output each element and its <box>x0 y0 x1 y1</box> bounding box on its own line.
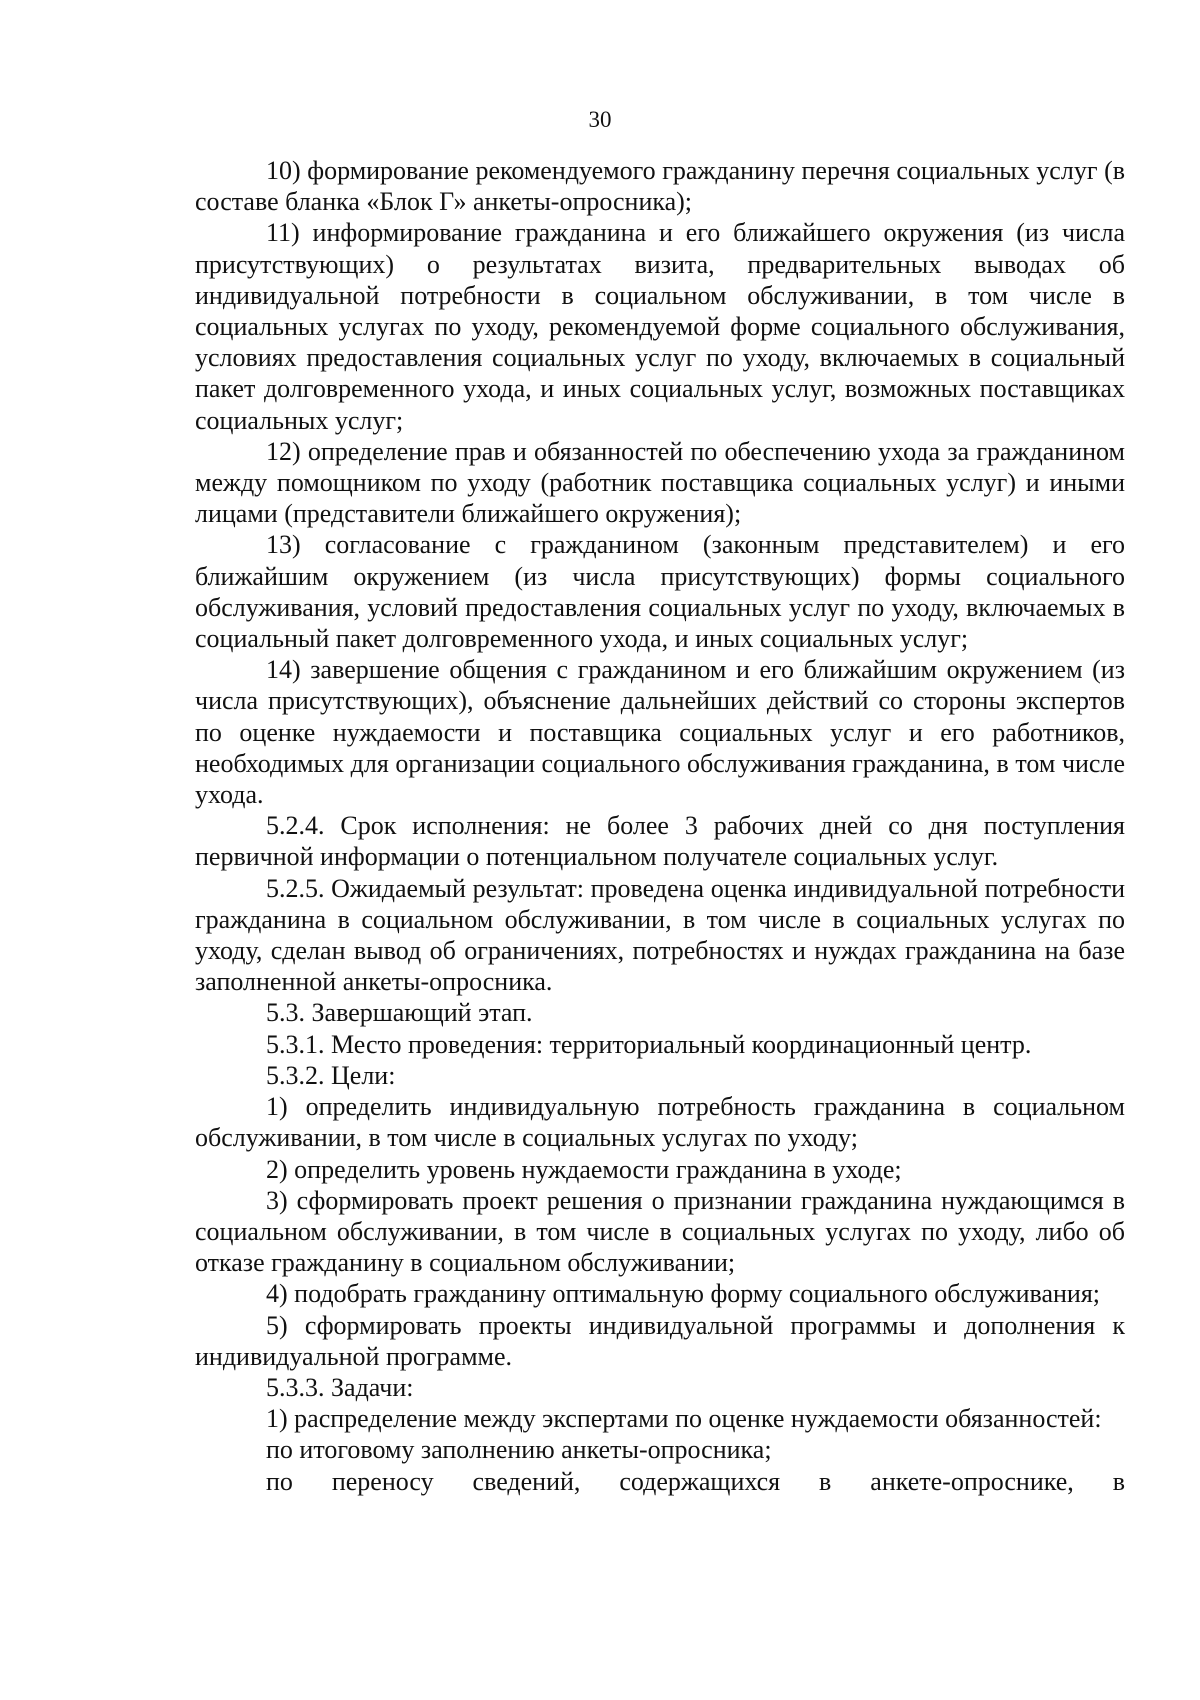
paragraph: 1) определить индивидуальную потребность гражданина в социальном обслуживании, в том числе в социальных услугах по уходу; <box>195 1092 1125 1153</box>
section-heading: 5.3. Завершающий этап. <box>266 998 533 1028</box>
paragraph: 11) информирование гражданина и его ближайшего окружения (из числа присутствующих) о результатах визита, предварительных выводах об индивидуальной потребности в социальном обслуживании, в том числе в социальных услугах по уходу, рекомендуемой форме социального обслуживания, условиях предоставления социальных услуг по уходу, включаемых в социальный пакет долговременного ухода, и иных социальных услуг, возможных поставщиках социальных услуг; <box>195 218 1125 435</box>
paragraph: 13) согласование с гражданином (законным представителем) и его ближайшим окружением (из числа присутствующих) формы социального обслуживания, условий предоставления социальных услуг по уходу, включаемых в социальный пакет долговременного ухода, и иных социальных услуг; <box>195 530 1125 654</box>
document-body <box>195 155 1125 1497</box>
page-number: 30 <box>588 107 612 132</box>
paragraph: 5.3.2. Цели: <box>266 1060 396 1090</box>
paragraph: 14) завершение общения с гражданином и его ближайшим окружением (из числа присутствующих), объяснение дальнейших действий со стороны экспертов по оценке нуждаемости и поставщика социальных услуг и его работников, необходимых для организации социального обслуживания гражданина, в том числе ухода. <box>195 655 1125 810</box>
paragraph: 5.3.3. Задачи: <box>266 1372 414 1402</box>
paragraph: 4) подобрать гражданину оптимальную форму социального обслуживания; <box>266 1279 1101 1309</box>
paragraph: 5.2.4. Срок исполнения: не более 3 рабочих дней со дня поступления первичной информации о потенциальном получателе социальных услуг. <box>195 811 1125 872</box>
paragraph: 2) определить уровень нуждаемости гражданина в уходе; <box>266 1154 902 1184</box>
paragraph: 10) формирование рекомендуемого гражданину перечня социальных услуг (в составе бланка «Блок Г» анкеты-опросника); <box>195 156 1125 217</box>
paragraph: 5) сформировать проекты индивидуальной программы и дополнения к индивидуальной программе. <box>195 1310 1125 1371</box>
paragraph: по итоговому заполнению анкеты-опросника; <box>266 1435 772 1465</box>
paragraph: 5.3.1. Место проведения: территориальный координационный центр. <box>266 1029 1032 1059</box>
paragraph: 12) определение прав и обязанностей по обеспечению ухода за гражданином между помощником по уходу (работник поставщика социальных услуг) и иными лицами (представители ближайшего окружения); <box>195 436 1125 529</box>
paragraph: по переносу сведений, содержащихся в анкете-опроснике, в <box>266 1466 1125 1496</box>
paragraph: 3) сформировать проект решения о признании гражданина нуждающимся в социальном обслуживании, в том числе в социальных услугах по уходу, либо об отказе гражданину в социальном обслуживании; <box>195 1185 1125 1278</box>
paragraph: 5.2.5. Ожидаемый результат: проведена оценка индивидуальной потребности гражданина в социальном обслуживании, в том числе в социальных услугах по уходу, сделан вывод об ограничениях, потребностях и нуждах гражданина на базе заполненной анкеты-опросника. <box>195 873 1125 997</box>
paragraph: 1) распределение между экспертами по оценке нуждаемости обязанностей: <box>266 1404 1102 1434</box>
